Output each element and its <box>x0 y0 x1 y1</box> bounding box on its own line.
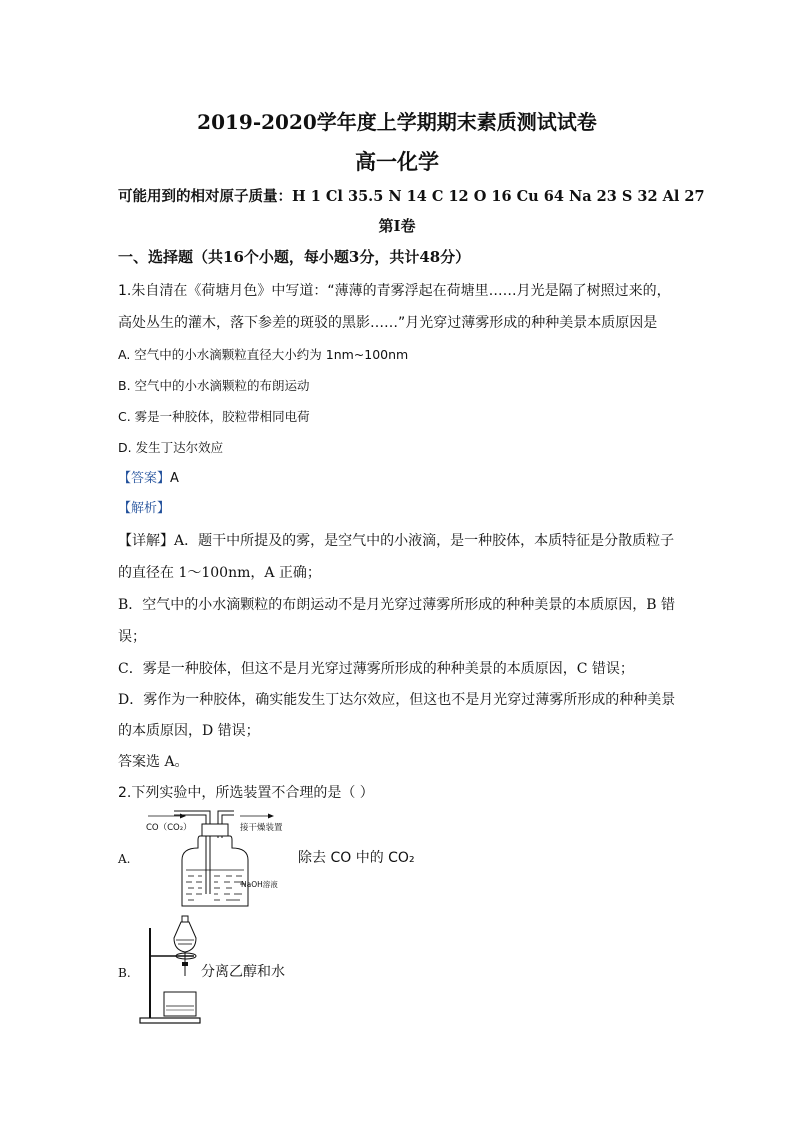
q1-detail-c: C．雾是一种胶体，但这不是月光穿过薄雾所形成的种种美景的本质原因，C 错误； <box>118 661 634 677</box>
volume-label: 第Ⅰ卷 <box>378 217 416 235</box>
q2-option-a-letter: A. <box>118 852 131 866</box>
q1-option-d: D. 发生丁达尔效应 <box>118 440 224 455</box>
section-heading: 一、选择题（共16个小题，每小题3分，共计48分） <box>118 248 471 266</box>
detail-a-text: A．题干中所提及的雾，是空气中的小液滴，是一种胶体，本质特征是分散质粒子 <box>174 533 675 549</box>
q2-option-b-letter: B. <box>118 966 131 980</box>
gas-outlet-label: 接干燥装置 <box>240 823 283 833</box>
q1-conclusion: 答案选 A。 <box>118 754 189 770</box>
gas-washing-bottle-diagram <box>140 808 300 910</box>
atomic-masses: 可能用到的相对原子质量：H 1 Cl 35.5 N 14 C 12 O 16 Cu 64 Na 23 S 32 Al 27 <box>118 188 705 205</box>
q1-detail-d-line1: D．雾作为一种胶体，确实能发生丁达尔效应，但这也不是月光穿过薄雾所形成的种种美景 <box>118 692 676 708</box>
q1-option-c: C. 雾是一种胶体，胶粒带相同电荷 <box>118 409 310 424</box>
exam-title: 2019-2020学年度上学期期末素质测试试卷 <box>197 110 597 134</box>
analysis-tag: 【解析】 <box>118 501 171 516</box>
q1-detail-d-line2: 的本质原因，D 错误； <box>118 723 260 739</box>
subject-title: 高一化学 <box>355 149 439 174</box>
q2-option-b-text: 分离乙醇和水 <box>201 964 285 980</box>
q1-detail-b-line1: B．空气中的小水滴颗粒的布朗运动不是月光穿过薄雾所形成的种种美景的本质原因，B 错 <box>118 597 676 613</box>
answer-tag: 【答案】 <box>118 471 171 486</box>
separatory-funnel-diagram <box>138 914 202 1026</box>
q1-option-a: A. 空气中的小水滴颗粒直径大小约为 1nm~100nm <box>118 347 409 362</box>
gas-inlet-label: CO（CO₂） <box>146 823 192 833</box>
q1-stem-line1: 1.朱自清在《荷塘月色》中写道：“薄薄的青雾浮起在荷塘里……月光是隔了树照过来的， <box>118 283 671 299</box>
q1-answer <box>118 470 688 488</box>
q2-stem: 2.下列实验中，所选装置不合理的是（ ） <box>118 785 374 801</box>
answer-value: A <box>170 471 179 486</box>
q1-option-b: B. 空气中的小水滴颗粒的布朗运动 <box>118 378 310 393</box>
q1-detail-b-line2: 误； <box>118 629 146 645</box>
detail-tag: 【详解】 <box>118 533 174 549</box>
q1-stem-line2: 高处丛生的灌木，落下参差的斑驳的黑影……”月光穿过薄雾形成的种种美景本质原因是 <box>118 315 658 331</box>
q2-option-a-text: 除去 CO 中的 CO₂ <box>298 850 415 866</box>
reagent-label: NaOH溶液 <box>241 880 278 889</box>
q1-detail-a-line2: 的直径在 1～100nm，A 正确； <box>118 565 321 581</box>
q1-detail-a-line1 <box>118 532 688 550</box>
